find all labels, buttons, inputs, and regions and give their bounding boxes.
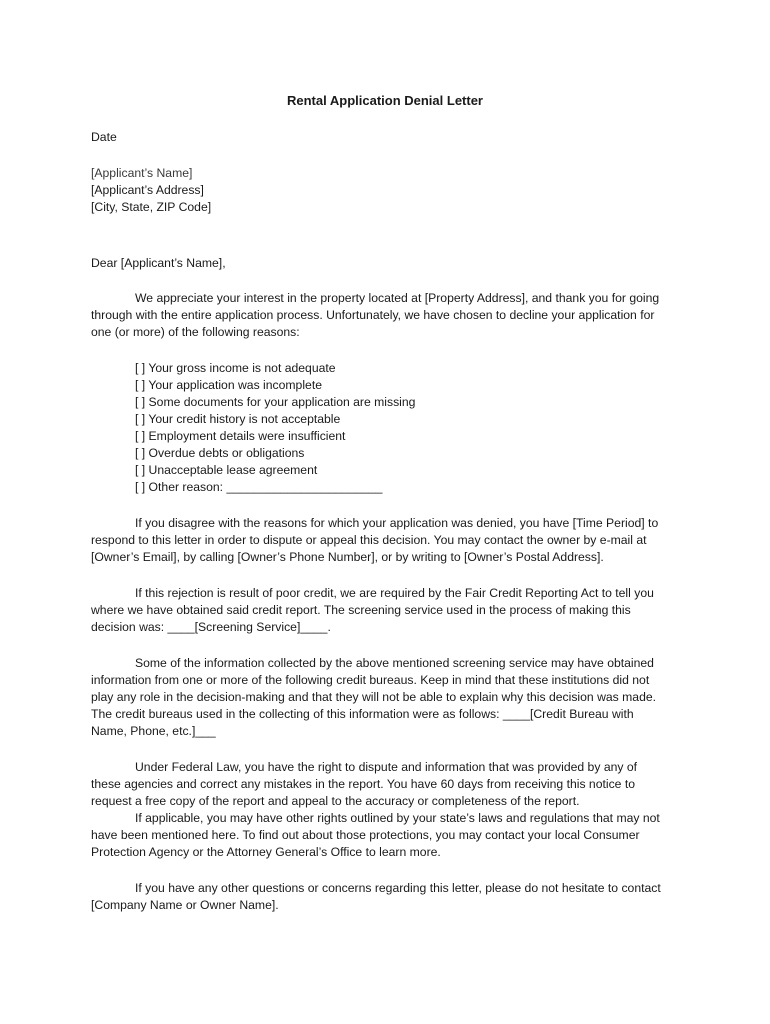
- recipient-name: [Applicant’s Name]: [91, 166, 193, 180]
- recipient-city: [City, State, ZIP Code]: [91, 200, 212, 214]
- info-line: Name, Phone, etc.]___: [91, 724, 216, 738]
- reason-item-credit: [ ] Your credit history is not acceptable: [135, 412, 341, 426]
- credit-paragraph: [91, 585, 683, 636]
- disagree-line: respond to this letter in order to dispute or appeal this decision. You may contact the owner by e-mail at: [91, 533, 647, 547]
- federal-line: these agencies and correct any mistakes in the report. You have 60 days from receiving this notice to: [91, 777, 636, 791]
- federal-line: request a free copy of the report and appeal to the accuracy or completeness of the report.: [91, 794, 580, 808]
- federal-line: Under Federal Law, you have the right to dispute and information that was provided by any of: [135, 760, 638, 774]
- salutation: [91, 255, 683, 272]
- reason-item-income: [ ] Your gross income is not adequate: [135, 361, 336, 375]
- federal-line: Protection Agency or the Attorney General’s Office to learn more.: [91, 845, 441, 859]
- reason-item-documents: [ ] Some documents for your application are missing: [135, 395, 416, 409]
- salutation-text: Dear [Applicant’s Name],: [91, 256, 226, 270]
- recipient-street: [Applicant’s Address]: [91, 183, 204, 197]
- credit-line: decision was: ____[Screening Service]____.: [91, 620, 331, 634]
- intro-line: through with the entire application process. Unfortunately, we have chosen to decline your application for: [91, 308, 655, 322]
- disagree-line: If you disagree with the reasons for which your application was denied, you have [Time Period] to: [135, 516, 659, 530]
- recipient-address: [91, 165, 683, 216]
- reason-item-incomplete: [ ] Your application was incomplete: [135, 378, 322, 392]
- reasons-checklist: [135, 360, 415, 496]
- closing-line: If you have any other questions or concerns regarding this letter, please do not hesitate to contact: [135, 881, 661, 895]
- info-line: play any role in the decision-making and that they will not be able to explain why this decision was made.: [91, 690, 657, 704]
- reason-item-lease: [ ] Unacceptable lease agreement: [135, 463, 318, 477]
- credit-line: where we have obtained said credit report. The screening service used in the process of making this: [91, 603, 631, 617]
- date-line: [91, 129, 683, 146]
- intro-line: one (or more) of the following reasons:: [91, 325, 300, 339]
- federal-line: have been mentioned here. To find out about those protections, you may contact your local Consumer: [91, 828, 640, 842]
- intro-paragraph: [91, 290, 683, 341]
- credit-line: If this rejection is result of poor credit, we are required by the Fair Credit Reporting Act to tell you: [135, 586, 654, 600]
- info-line: The credit bureaus used in the collecting of this information were as follows: ____[Credit Bureau with: [91, 707, 634, 721]
- disagree-paragraph: [91, 515, 683, 566]
- info-line: Some of the information collected by the above mentioned screening service may have obtained: [135, 656, 654, 670]
- reason-item-employment: [ ] Employment details were insufficient: [135, 429, 346, 443]
- federal-paragraph: [91, 759, 683, 861]
- reason-item-other: [ ] Other reason: _______________________: [135, 480, 383, 494]
- info-paragraph: [91, 655, 683, 740]
- intro-line: We appreciate your interest in the property located at [Property Address], and thank you for going: [135, 291, 660, 305]
- date-label: Date: [91, 130, 117, 144]
- closing-paragraph: [91, 880, 683, 914]
- disagree-line: [Owner’s Email], by calling [Owner’s Phone Number], or by writing to [Owner’s Postal Address].: [91, 550, 604, 564]
- document-title: Rental Application Denial Letter: [287, 93, 483, 108]
- info-line: information from one or more of the following credit bureaus. Keep in mind that these institutions did not: [91, 673, 650, 687]
- reason-item-debts: [ ] Overdue debts or obligations: [135, 446, 305, 460]
- federal-line: If applicable, you may have other rights outlined by your state’s laws and regulations that may not: [135, 811, 660, 825]
- closing-line: [Company Name or Owner Name].: [91, 898, 279, 912]
